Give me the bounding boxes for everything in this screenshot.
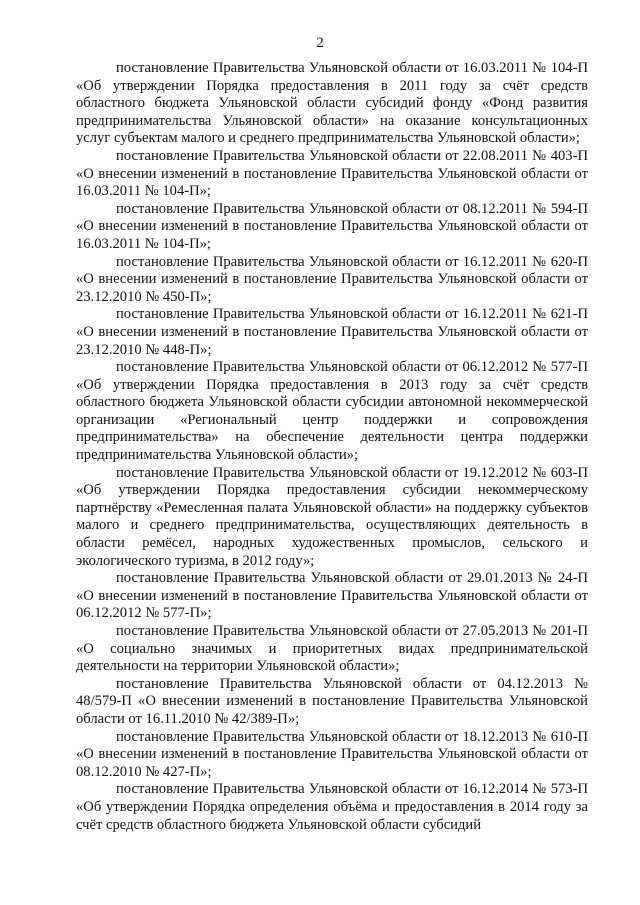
list-item: постановление Правительства Ульяновской области от 08.12.2011 № 594-П «О внесении изменений в постановление Правительства Ульяновской области от 16.03.2011 № 104-П»;: [76, 200, 588, 252]
list-item: постановление Правительства Ульяновской области от 16.12.2011 № 621-П «О внесении изменений в постановление Правительства Ульяновской области от 23.12.2010 № 448-П»;: [76, 306, 588, 358]
list-item: постановление Правительства Ульяновской области от 27.05.2013 № 201-П «О социально значимых и приоритетных видах предпринимательской деятельности на территории Ульяновской области»;: [76, 623, 588, 675]
list-item: постановление Правительства Ульяновской области от 16.12.2014 № 573-П «Об утверждении Порядка определения объёма и предоставления в 2014 году за счёт средств областного бюджета Ульяновской области субсидий: [76, 781, 588, 833]
list-item: постановление Правительства Ульяновской области от 22.08.2011 № 403-П «О внесении изменений в постановление Правительства Ульяновской области от 16.03.2011 № 104-П»;: [76, 147, 588, 200]
document-body: [76, 60, 588, 834]
page-number: 2: [316, 35, 324, 51]
list-item: постановление Правительства Ульяновской области от 06.12.2012 № 577-П «Об утверждении Порядка предоставления в 2013 году за счёт средств областного бюджета Ульяновской области субсидии автономной некоммерческой организации «Региональный центр поддержки и сопровождения предпринимательства» на обеспечение деятельности центра поддержки предпринимательства Ульяновской области»;: [76, 359, 588, 464]
list-item: постановление Правительства Ульяновской области от 29.01.2013 № 24-П «О внесении изменений в постановление Правительства Ульяновской области от 06.12.2012 № 577-П»;: [76, 570, 588, 622]
list-item: постановление Правительства Ульяновской области от 04.12.2013 № 48/579-П «О внесении изменений в постановление Правительства Ульяновской области от 16.11.2010 № 42/389-П»;: [76, 675, 588, 727]
list-item: постановление Правительства Ульяновской области от 16.12.2011 № 620-П «О внесении изменений в постановление Правительства Ульяновской области от 23.12.2010 № 450-П»;: [76, 253, 588, 305]
list-item: постановление Правительства Ульяновской области от 19.12.2012 № 603-П «Об утверждении Порядка предоставления субсидии некоммерческому партнёрству «Ремесленная палата Ульяновской области» на поддержку субъектов малого и среднего предпринимательства, осуществляющих деятельность в области ремёсел, народных художественных промыслов, сельского и экологического туризма, в 2012 году»;: [76, 464, 588, 569]
list-item: постановление Правительства Ульяновской области от 16.03.2011 № 104-П «Об утверждении Порядка предоставления в 2011 году за счёт средств областного бюджета Ульяновской области субсидий фонду «Фонд развития предпринимательства Ульяновской области» на оказание консультационных услуг субъектам малого и среднего предпринимательства Ульяновской области»;: [76, 60, 588, 147]
list-item: постановление Правительства Ульяновской области от 18.12.2013 № 610-П «О внесении изменений в постановление Правительства Ульяновской области от 08.12.2010 № 427-П»;: [76, 728, 588, 780]
